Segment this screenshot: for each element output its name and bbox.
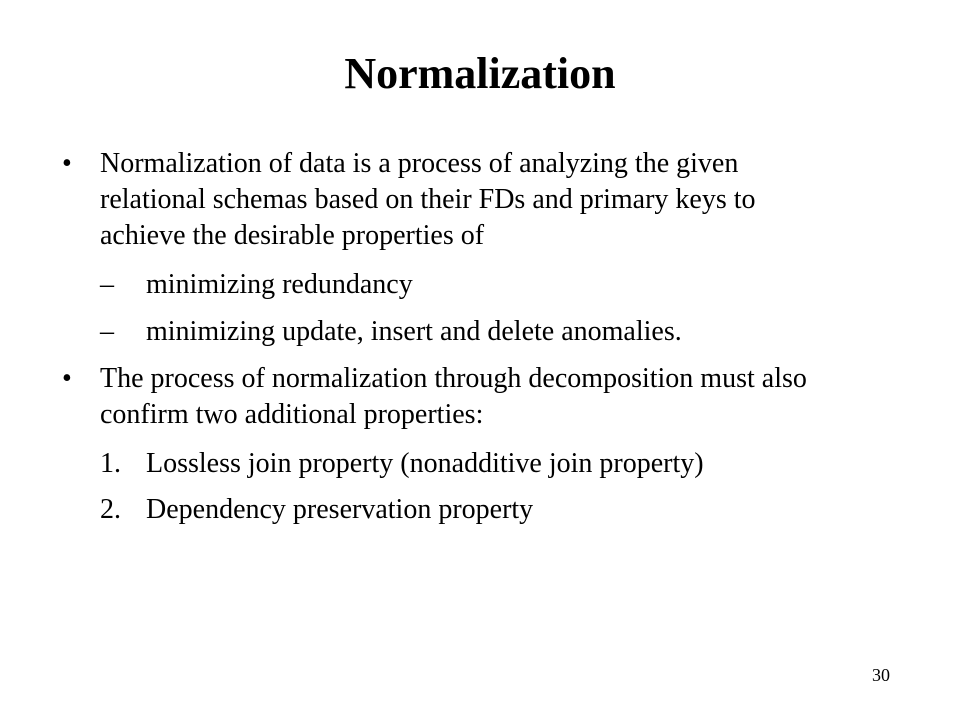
sub-item-number: 1.	[100, 448, 121, 479]
bullet-marker: •	[62, 148, 72, 179]
bullet-text: Normalization of data is a process of analyzing the given relational schemas based on their FDs and primary keys to achieve the desirable properties of	[100, 148, 756, 251]
sub-item-text: minimizing redundancy	[146, 269, 413, 300]
bullet-text: The process of normalization through decomposition must also confirm two additional properties:	[100, 363, 807, 430]
slide-title: Normalization	[344, 49, 616, 98]
page-number: 30	[872, 665, 890, 685]
sub-item-marker: –	[100, 316, 114, 347]
sub-item-text: Lossless join property (nonadditive join property)	[146, 448, 704, 479]
bullet-marker: •	[62, 363, 72, 394]
sub-item-text: Dependency preservation property	[146, 494, 534, 525]
sub-item-number: 2.	[100, 494, 121, 525]
sub-item-text: minimizing update, insert and delete anomalies.	[146, 316, 682, 347]
sub-item-marker: –	[100, 269, 114, 300]
